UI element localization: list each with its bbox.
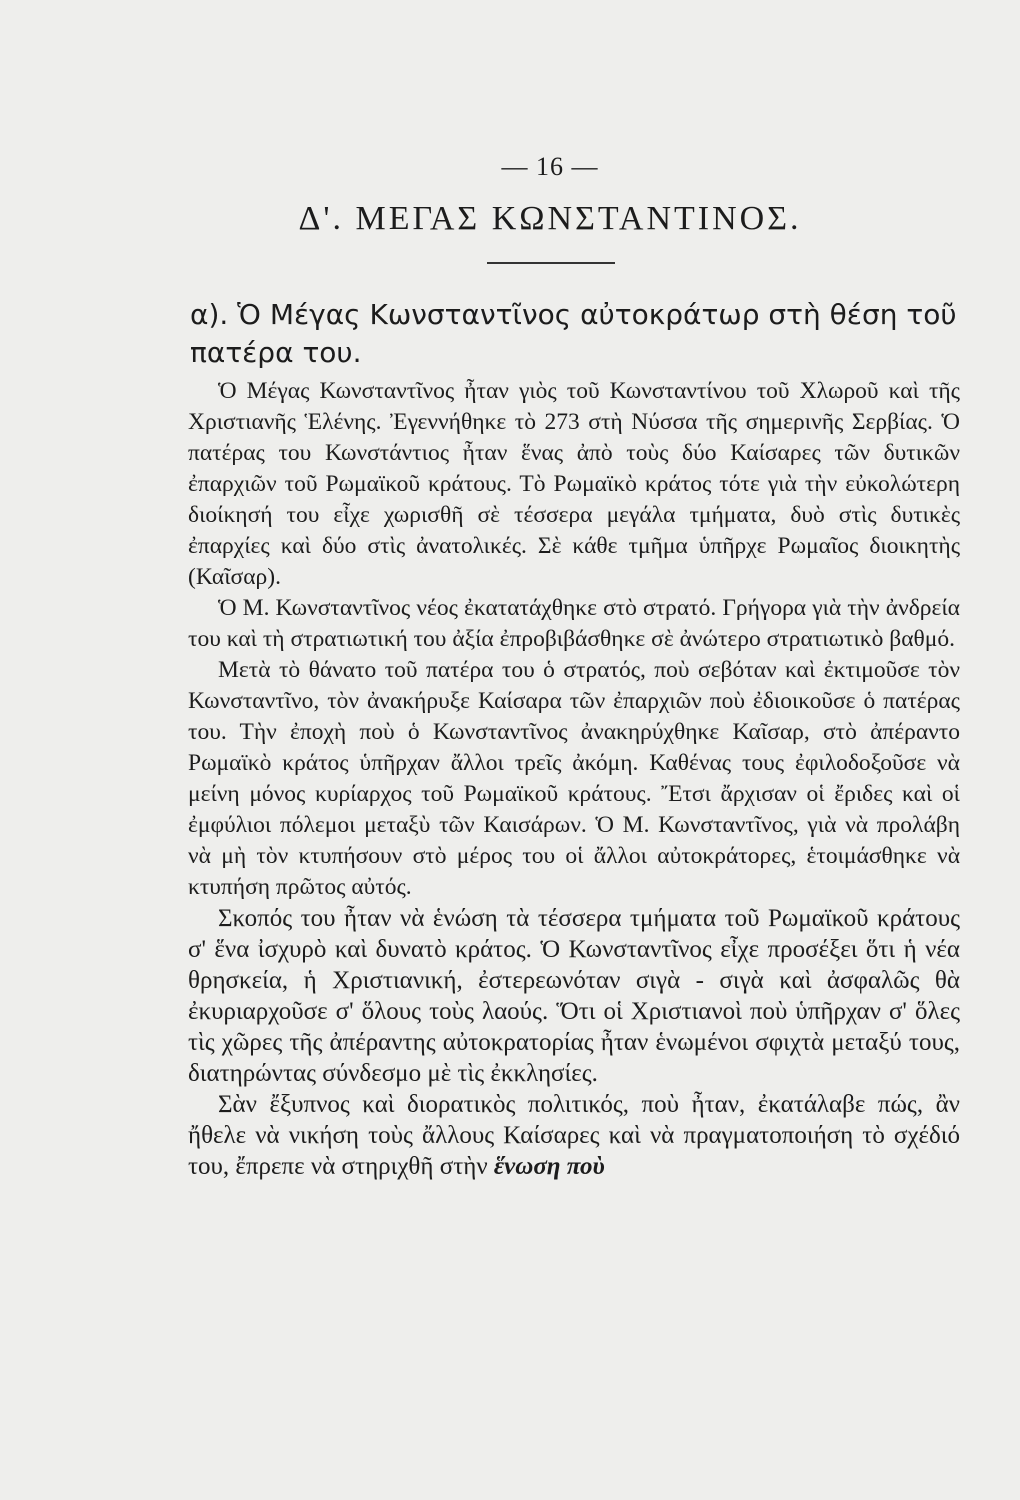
paragraph: Μετὰ τὸ θάνατο τοῦ πατέρα του ὁ στρατός, ποὺ σεβόταν καὶ ἐκτιμοῦσε τὸν Κωνσταντῖνο, τὸν ἀνακήρυξε Καίσαρα τῶν ἐπαρχιῶν ποὺ ἐδιοικοῦσε ὁ πατέρας του. Τὴν ἐποχὴ ποὺ ὁ Κωνσταντῖνος ἀνακηρύχθηκε Καῖσαρ, στὸ ἀπέραντο Ρωμαϊκὸ κράτος ὑπῆρχαν ἄλλοι τρεῖς ἀκόμη. Καθένας τους ἐφιλοδοξοῦσε νὰ μείνη μόνος κυρίαρχος τοῦ Ρωμαϊκοῦ κράτους. Ἔτσι ἄρχισαν οἱ ἔριδες καὶ οἱ ἐμφύλιοι πόλεμοι μεταξὺ τῶν Καισάρων. Ὁ Μ. Κωνσταντῖνος, γιὰ νὰ προλάβη νὰ μὴ τὸν κτυπήσουν στὸ μέρος του οἱ ἄλλοι αὐτοκράτορες, ἑτοιμάσθηκε νὰ κτυπήση πρῶτος αὐτός.: [188, 657, 960, 900]
paragraph: Ὁ Μ. Κωνσταντῖνος νέος ἐκατατάχθηκε στὸ στρατό. Γρήγορα γιὰ τὴν ἀνδρεία του καὶ τὴ στρατιωτική του ἀξία ἐπροβιβάσθηκε σὲ ἀνώτερο στρατιωτικὸ βαθμό.: [188, 595, 960, 652]
title-divider: [487, 262, 615, 264]
chapter-title: Δ'. ΜΕΓΑΣ ΚΩΝΣΤΑΝΤΙΝΟΣ.: [298, 200, 802, 237]
body-text: [188, 376, 960, 1182]
paragraph-last: [188, 1089, 960, 1182]
page-number: — 16 —: [501, 152, 599, 181]
paragraph-last-text: Σὰν ἔξυπνος καὶ διορατικὸς πολιτικός, ποὺ ἦταν, ἐκατάλαβε πώς, ἂν ἤθελε νὰ νικήση τοὺς ἄλλους Καίσαρες καὶ νὰ πραγματοποιήση τὸ σχέδιό του, ἔπρεπε νὰ στηριχθῆ στὴν: [188, 1091, 960, 1180]
section-title: α). Ὁ Μέγας Κωνσταντῖνος αὐτοκράτωρ στὴ θέση τοῦ πατέρα του.: [190, 298, 957, 369]
emphasized-phrase: ἕνωση ποὺ: [493, 1153, 605, 1180]
paragraph: Σκοπός του ἦταν νὰ ἑνώση τὰ τέσσερα τμήματα τοῦ Ρωμαϊκοῦ κράτους σ' ἕνα ἰσχυρὸ καὶ δυνατὸ κράτος. Ὁ Κωνσταντῖνος εἶχε προσέξει ὅτι ἡ νέα θρησκεία, ἡ Χριστιανική, ἐστερεωνόταν σιγὰ - σιγὰ καὶ ἀσφαλῶς θὰ ἐκυριαρχοῦσε σ' ὅλους τοὺς λαούς. Ὅτι οἱ Χριστιανοὶ ποὺ ὑπῆρχαν σ' ὅλες τὶς χῶρες τῆς ἀπέραντης αὐτοκρατορίας ἦταν ἑνωμένοι σφιχτὰ μεταξύ τους, διατηρώντας σύνδεσμο μὲ τὶς ἐκκλησίες.: [188, 905, 960, 1087]
paragraph: Ὁ Μέγας Κωνσταντῖνος ἦταν γιὸς τοῦ Κωνσταντίνου τοῦ Χλωροῦ καὶ τῆς Χριστιανῆς Ἑλένης. Ἐγεννήθηκε τὸ 273 στὴ Νύσσα τῆς σημερινῆς Σερβίας. Ὁ πατέρας του Κωνστάντιος ἦταν ἕνας ἀπὸ τοὺς δύο Καίσαρες τῶν δυτικῶν ἐπαρχιῶν τοῦ Ρωμαϊκοῦ κράτους. Τὸ Ρωμαϊκὸ κράτος τότε γιὰ τὴν εὐκολώτερη διοίκησή του εἶχε χωρισθῆ σὲ τέσσερα μεγάλα τμήματα, δυὸ στὶς δυτικὲς ἐπαρχίες καὶ δύο στὶς ἀνατολικές. Σὲ κάθε τμῆμα ὑπῆρχε Ρωμαῖος διοικητὴς (Καῖσαρ).: [188, 378, 960, 590]
